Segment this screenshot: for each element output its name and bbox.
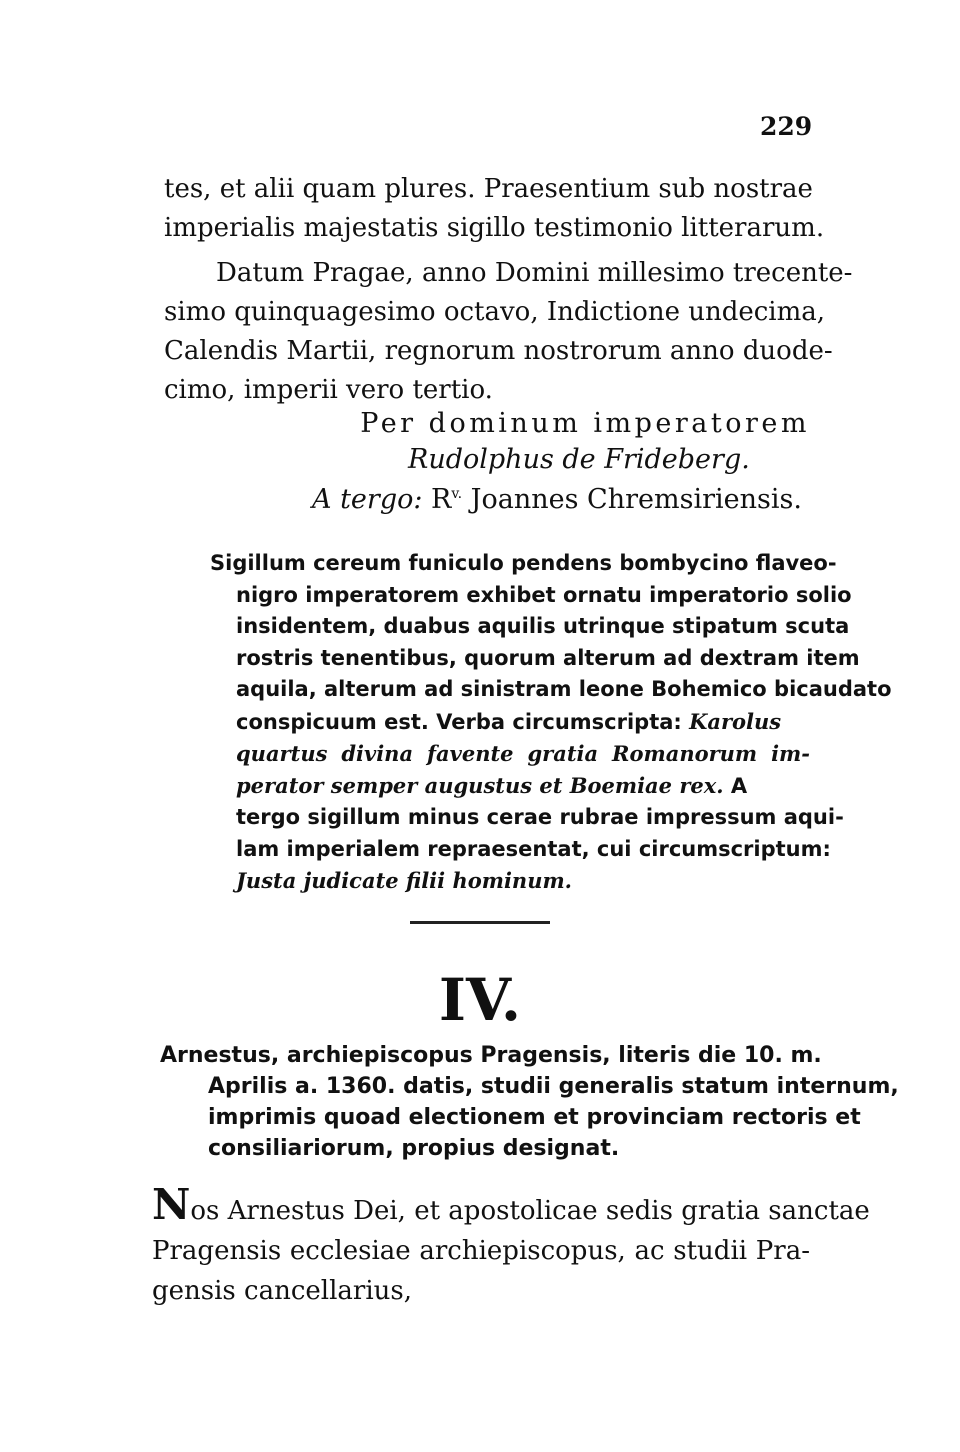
signature-line-2: Rudolphus de Frideberg. xyxy=(408,444,750,475)
paragraph-dating xyxy=(164,254,853,410)
text-line-rest: os Arnestus Dei, et apostolicae sedis gratia sanctae xyxy=(190,1196,870,1226)
document-summary xyxy=(160,1040,899,1164)
seal-line: Sigillum cereum funiculo pendens bombycino flaveo- xyxy=(210,551,837,575)
text-line: Calendis Martii, regnorum nostrorum anno duode- xyxy=(164,336,833,366)
paragraph-continuation xyxy=(164,170,825,248)
seal-legend-line: quartus divina favente gratia Romanorum im- xyxy=(236,741,810,766)
seal-text: conspicuum est. Verba circumscripta: xyxy=(236,709,690,734)
document-text xyxy=(152,1180,870,1311)
seal-line: tergo sigillum minus cerae rubrae impressum aqui- xyxy=(236,805,844,829)
seal-text: A xyxy=(723,773,748,798)
seal-line: rostris tenentibus, quorum alterum ad dextram item xyxy=(236,645,860,670)
text-line: Pragensis ecclesiae archiepiscopus, ac studii Pra- xyxy=(152,1236,810,1266)
seal-line xyxy=(210,706,810,739)
section-number: IV. xyxy=(438,966,522,1034)
text-line: cimo, imperii vero tertio. xyxy=(164,375,493,405)
seal-description xyxy=(210,548,892,897)
signature-name: Joannes Chremsiriensis. xyxy=(462,484,802,515)
signature-r: R xyxy=(431,484,452,515)
seal-line: nigro imperatorem exhibet ornatu imperatorio solio xyxy=(236,582,852,607)
page-number: 229 xyxy=(760,112,813,141)
seal-line: lam imperialem repraesentat, cui circumscriptum: xyxy=(236,836,831,861)
seal-line: aquila, alterum ad sinistram leone Bohemico bicaudato xyxy=(236,677,892,701)
summary-line: Arnestus, archiepiscopus Pragensis, literis die 10. m. xyxy=(160,1043,822,1068)
signature-line-3 xyxy=(312,484,812,515)
seal-legend-line: Justa judicate filii hominum. xyxy=(236,868,572,893)
seal-line xyxy=(210,770,810,803)
text-line: simo quinquagesimo octavo, Indictione undecima, xyxy=(164,297,826,327)
summary-line: imprimis quoad electionem et provinciam rectoris et xyxy=(208,1105,861,1130)
summary-line: Aprilis a. 1360. datis, studii generalis statum internum, xyxy=(208,1074,899,1099)
seal-legend: Karolus xyxy=(689,708,782,734)
text-line: Datum Pragae, anno Domini millesimo trecente- xyxy=(216,258,853,288)
section-divider xyxy=(410,921,550,924)
a-tergo-label: A tergo: xyxy=(312,484,423,515)
seal-legend: perator semper augustus et Boemiae rex. xyxy=(236,772,724,798)
text-line: imperialis majestatis sigillo testimonio litterarum. xyxy=(164,213,825,243)
drop-cap: N xyxy=(152,1180,191,1229)
summary-line: consiliariorum, propius designat. xyxy=(208,1136,620,1161)
text-line: gensis cancellarius, xyxy=(152,1276,413,1306)
text-line xyxy=(152,1180,870,1231)
signature-superscript: v. xyxy=(451,486,463,502)
text-line: tes, et alii quam plures. Praesentium sub nostrae xyxy=(164,174,813,204)
signature-line-1: Per dominum imperatorem xyxy=(360,408,810,439)
seal-line: insidentem, duabus aquilis utrinque stipatum scuta xyxy=(236,614,850,638)
